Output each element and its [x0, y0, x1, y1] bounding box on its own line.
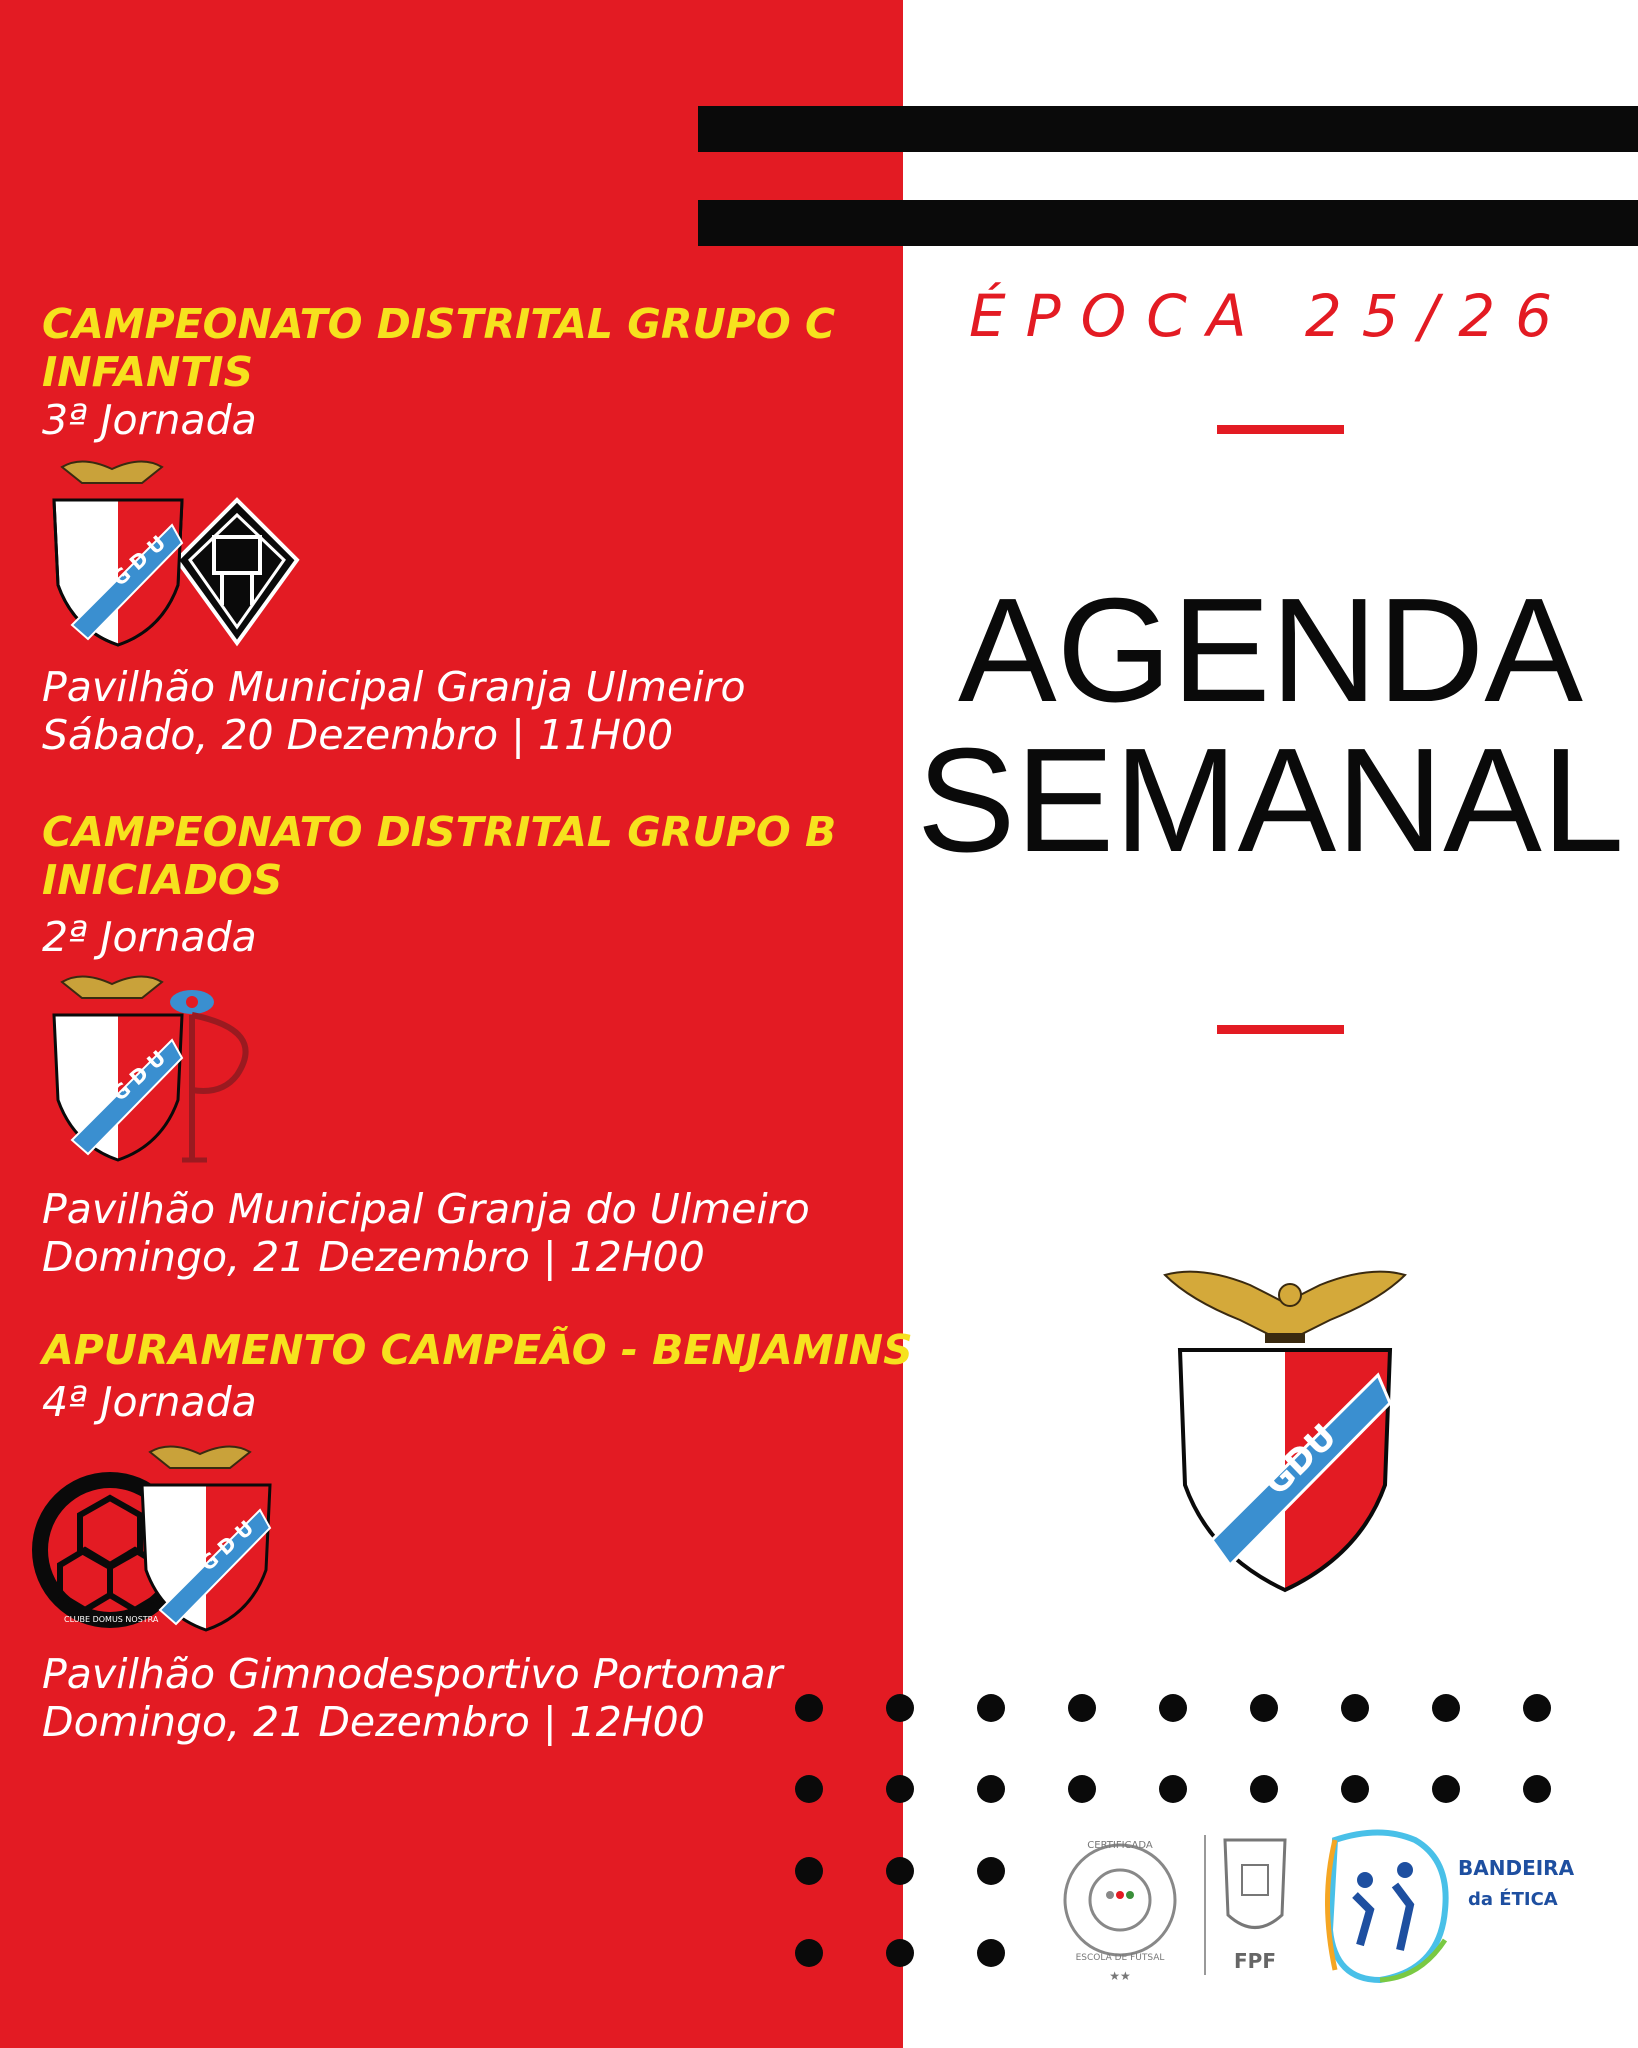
- game-1-category: INFANTIS: [42, 348, 254, 396]
- game-2-crests: [42, 970, 302, 1170]
- certification-badge: [1065, 1840, 1175, 1983]
- black-stripe-bottom: [698, 200, 1638, 246]
- gdu-crest: [54, 461, 182, 645]
- game-2-venue: Pavilhão Municipal Granja do Ulmeiro: [42, 1185, 810, 1233]
- gdu-main-crest: [1160, 1265, 1410, 1595]
- svg-text:★★: ★★: [1109, 1969, 1131, 1983]
- gdu-crest-text: GDU: [1256, 1416, 1345, 1504]
- red-divider-bottom: [1217, 1025, 1344, 1034]
- svg-text:G D U: G D U: [107, 530, 171, 591]
- black-stripe-top: [698, 106, 1638, 152]
- certification-subtext: ESCOLA DE FUTSAL: [1075, 1953, 1165, 1963]
- ethics-line2: da ÉTICA: [1468, 1889, 1558, 1910]
- game-1-datetime: Sábado, 20 Dezembro | 11H00: [42, 711, 674, 759]
- game-1-competition: CAMPEONATO DISTRITAL GRUPO C: [42, 300, 836, 348]
- game-3-crests: [30, 1440, 290, 1640]
- svg-text:G D U: G D U: [195, 1515, 259, 1576]
- game-1-venue: Pavilhão Municipal Granja Ulmeiro: [42, 663, 746, 711]
- game-2-competition: CAMPEONATO DISTRITAL GRUPO B: [42, 808, 837, 856]
- game-1-round: 3ª Jornada: [42, 396, 257, 444]
- season-label: ÉPOCA 25/26: [968, 282, 1573, 350]
- title-semanal: SEMANAL: [916, 718, 1625, 883]
- game-2-round: 2ª Jornada: [42, 913, 257, 961]
- game-3-round: 4ª Jornada: [42, 1378, 257, 1426]
- fpf-text: FPF: [1234, 1949, 1276, 1973]
- footer-badges: [1060, 1820, 1580, 1990]
- title-agenda: AGENDA: [957, 568, 1584, 733]
- svg-text:G D U: G D U: [107, 1045, 171, 1106]
- red-divider-top: [1217, 425, 1344, 434]
- game-3-venue: Pavilhão Gimnodesportivo Portomar: [42, 1650, 783, 1698]
- game-1-crests: [42, 455, 302, 655]
- game-2-category: INICIADOS: [42, 856, 283, 904]
- ethics-line1: BANDEIRA: [1458, 1856, 1575, 1880]
- fpf-badge: [1225, 1840, 1285, 1973]
- gdu-crest: [54, 976, 182, 1160]
- bandeira-etica-badge: [1328, 1833, 1575, 1981]
- game-3-datetime: Domingo, 21 Dezembro | 12H00: [42, 1698, 705, 1746]
- opponent-crest-academica: [177, 500, 297, 643]
- certification-text: CERTIFICADA: [1087, 1840, 1153, 1851]
- game-2-datetime: Domingo, 21 Dezembro | 12H00: [42, 1233, 705, 1281]
- svg-text:CLUBE DOMUS NOSTRA: CLUBE DOMUS NOSTRA: [64, 1615, 159, 1624]
- game-3-competition: APURAMENTO CAMPEÃO - BENJAMINS: [42, 1326, 913, 1374]
- eagle-icon: [1165, 1272, 1405, 1343]
